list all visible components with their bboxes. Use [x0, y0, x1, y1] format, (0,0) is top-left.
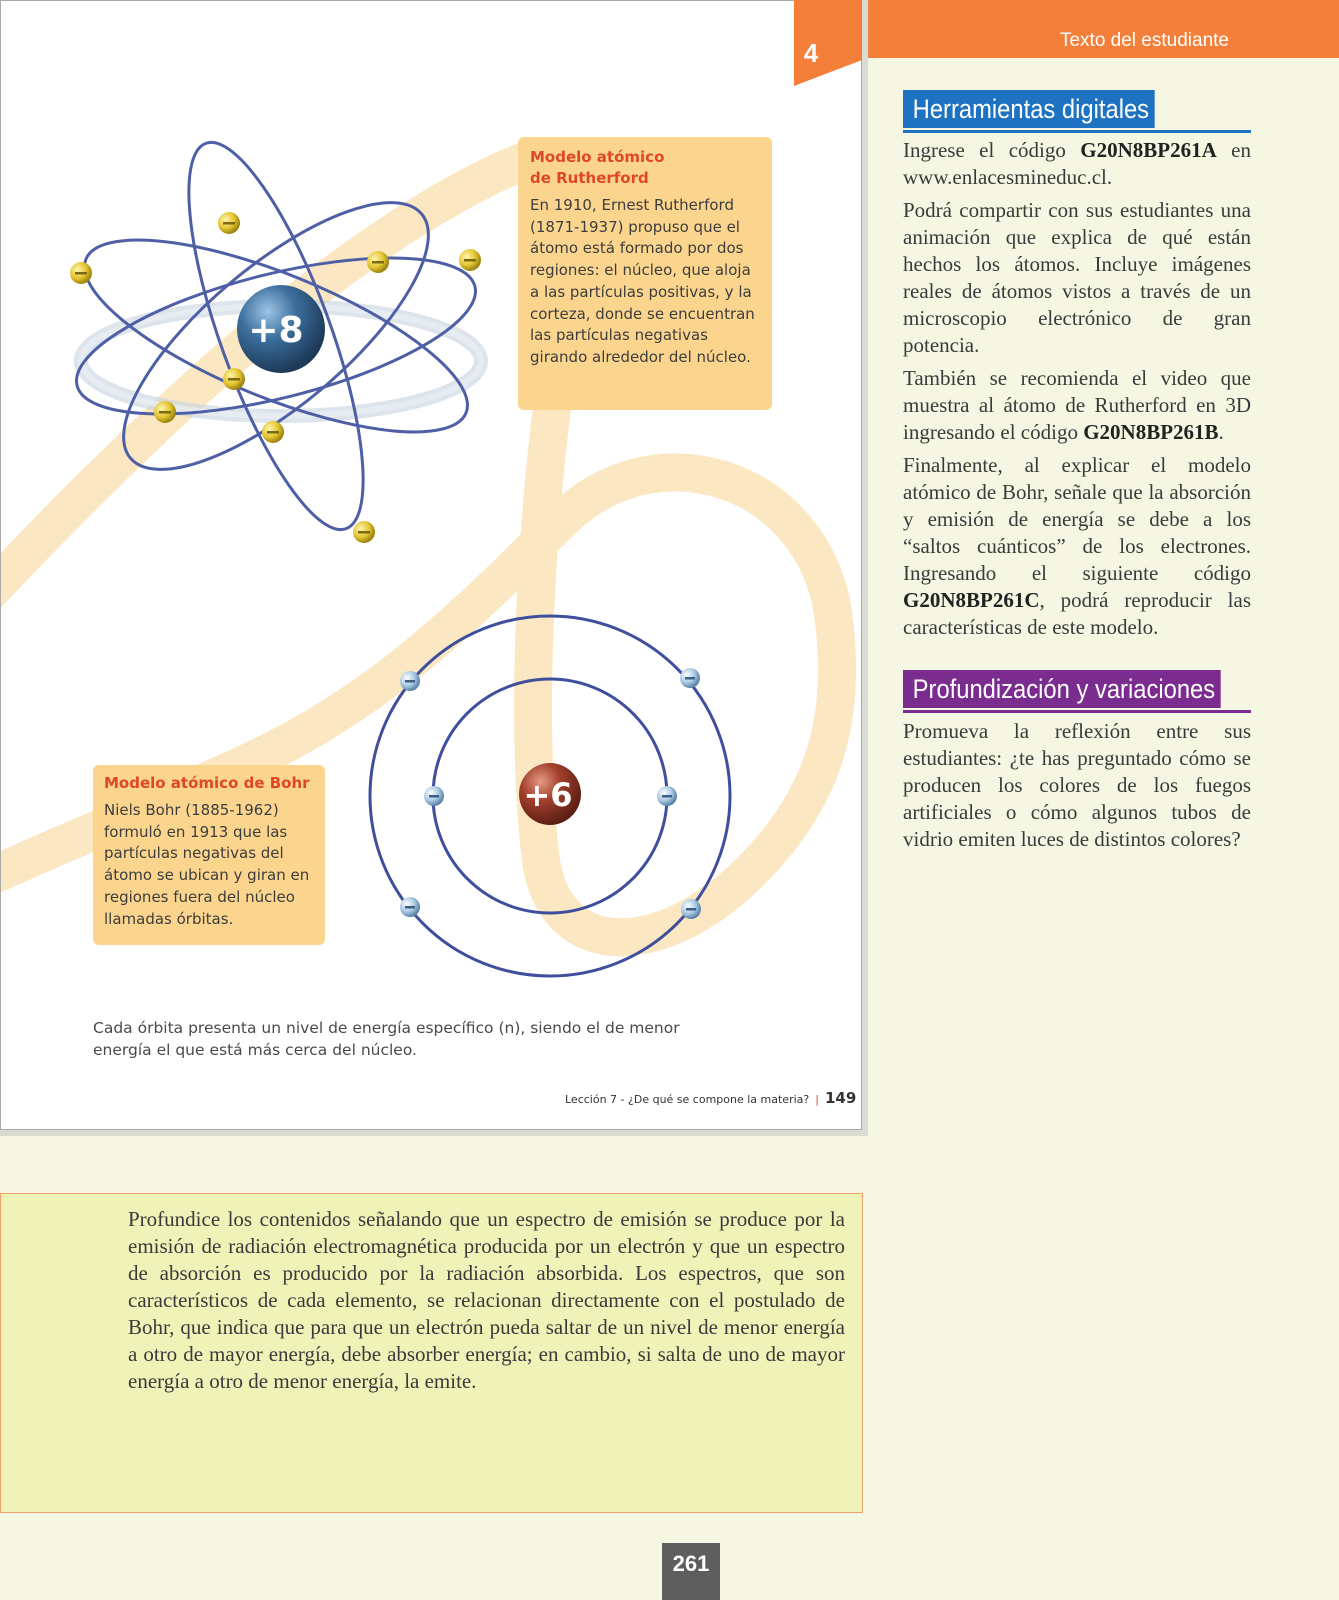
code-g20n8bp261b: G20N8BP261B	[1083, 420, 1219, 444]
herramientas-text	[903, 137, 1251, 647]
bohr-title: Modelo atómico de Bohr	[104, 774, 310, 792]
code-g20n8bp261a: G20N8BP261A	[1080, 138, 1217, 162]
page-number: 261	[662, 1543, 720, 1600]
page-footer	[565, 1089, 856, 1107]
herramientas-heading	[903, 90, 1251, 133]
nucleus-label-bohr: +6	[523, 776, 573, 814]
paragraph: Podrá compartir con sus estudiantes una animación que explica de qué están hechos los átomos. Incluye imágenes reales de átomos vistos a través de un microscopio electrónico de gran potencia.	[903, 198, 1251, 357]
page-shadow	[0, 1130, 868, 1136]
rutherford-body: En 1910, Ernest Rutherford (1871-1937) propuso que el átomo está formado por dos regiones: el núcleo, que aloja a las partículas positivas, y la corteza, donde se encuentran las partículas negativas girando alrededor del núcleo.	[530, 196, 755, 366]
chapter-number: 4	[803, 38, 819, 68]
paragraph: Ingrese el código G20N8BP261A en www.enlacesmineduc.cl.	[903, 138, 1251, 189]
student-page	[0, 0, 862, 1130]
profundizacion-heading	[903, 670, 1251, 713]
student-page-number: 149	[824, 1089, 857, 1107]
bohr-body: Niels Bohr (1885-1962) formuló en 1913 que las partículas negativas del átomo se ubican y giran en regiones fuera del núcleo llamadas órbitas.	[104, 801, 310, 928]
paragraph: También se recomienda el video que muestra al átomo de Rutherford en 3D ingresando el código G20N8BP261B.	[903, 366, 1251, 444]
bottom-note-text: Profundice los contenidos señalando que un espectro de emisión se produce por la emisión de radiación electromagnética producida por un electrón y que un espectro de absorción es producido por la radiación absorbida. Los espectros, que son característicos de cada elemento, se relacionan directamente con el postulado de Bohr, que indica que para que un electrón pueda saltar de un nivel de menor energía a otro de mayor energía, debe absorber energía; en cambio, si salta de uno de mayor energía a otro de menor energía, la emite.	[128, 1207, 845, 1393]
rutherford-atom	[62, 125, 490, 548]
rutherford-title: Modelo atómico de Rutherford	[530, 148, 665, 187]
footer-separator: |	[815, 1093, 819, 1106]
nucleus-label-rutherford: +8	[248, 310, 304, 351]
code-g20n8bp261c: G20N8BP261C	[903, 588, 1040, 612]
bohr-note	[93, 765, 325, 945]
profundizacion-text: Promueva la reflexión entre sus estudiantes: ¿te has preguntado cómo se producen los colores de los fuegos artificiales o cómo algunos tubos de vidrio emiten luces de distintos colores?	[903, 719, 1251, 851]
figure-caption: Cada órbita presenta un nivel de energía específico (n), siendo el de menor energía el que está más cerca del núcleo.	[93, 1019, 680, 1059]
lesson-title: Lección 7 - ¿De qué se compone la materia?	[565, 1093, 810, 1106]
paragraph: Finalmente, al explicar el modelo atómico de Bohr, señale que la absorción y emisión de energía se debe a los “saltos cuánticos” de los electrones. Ingresando el siguiente código G20N8BP261C, podrá reproducir las características de este modelo.	[903, 453, 1251, 639]
header-title: Texto del estudiante	[1059, 30, 1229, 51]
profundizacion-title: Profundización y variaciones	[903, 670, 1220, 708]
page-shadow	[862, 0, 868, 1136]
electron-group	[70, 212, 481, 543]
herramientas-title: Herramientas digitales	[903, 90, 1154, 128]
rutherford-note	[518, 137, 772, 410]
